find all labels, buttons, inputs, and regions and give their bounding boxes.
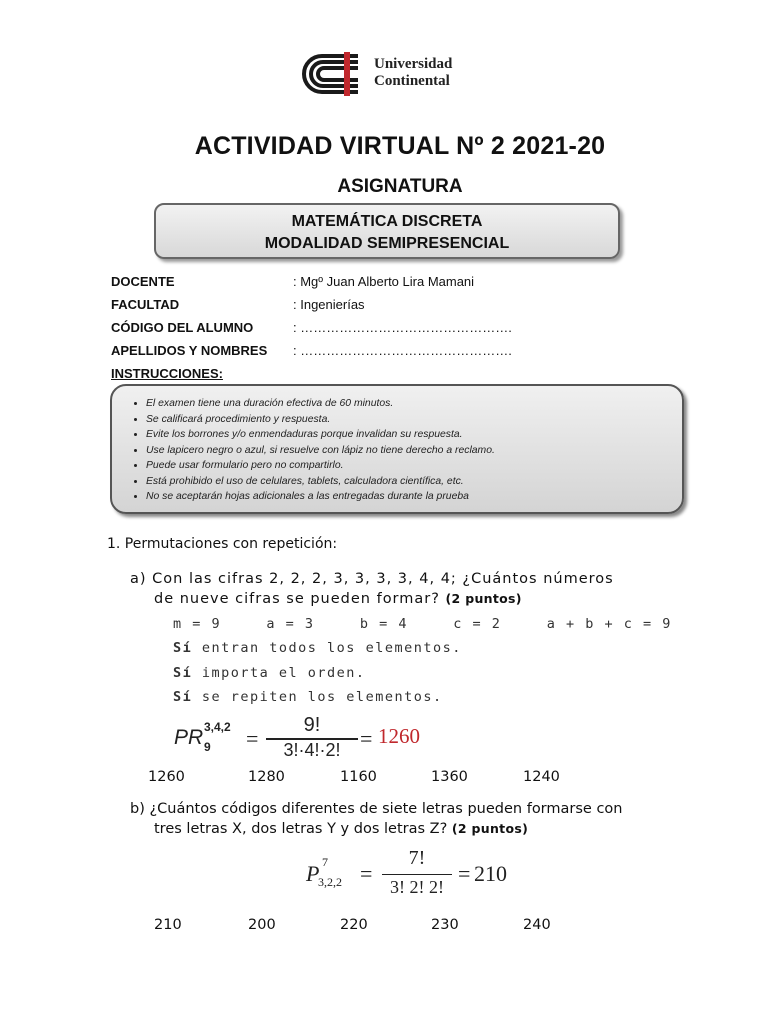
question-1b-line-2-wrap (130, 819, 622, 839)
formula-result: 210 (474, 861, 507, 886)
formula-fraction-bar (382, 874, 452, 875)
solution-bold: Sí (173, 689, 193, 705)
solution-var: b = 4 (359, 616, 408, 632)
info-label: DOCENTE (111, 274, 175, 289)
formula-lhs: P (306, 861, 320, 886)
formula-lhs: PR (174, 726, 204, 749)
solution-bold: Sí (173, 640, 193, 656)
answer-option: 230 (431, 917, 459, 933)
formula-equals: = (360, 726, 373, 751)
formula-denominator: 3! 2! 2! (390, 877, 444, 897)
logo-text (374, 56, 452, 90)
formula-1a (174, 714, 454, 762)
question-1b-line-1: b) ¿Cuántos códigos diferentes de siete letras pueden formarse con (130, 801, 623, 817)
solution-text: se repiten los elementos. (192, 689, 443, 705)
question-1b-points: (2 puntos) (451, 821, 529, 836)
question-1a-line-2-wrap (130, 589, 614, 609)
subject-heading: ASIGNATURA (337, 176, 463, 197)
answer-option: 1240 (523, 769, 560, 785)
solution-text: entran todos los elementos. (192, 640, 462, 656)
info-label: FACULTAD (111, 297, 180, 312)
instructions-label: INSTRUCCIONES: (111, 366, 223, 381)
formula-equals: = (458, 861, 471, 886)
solution-1a-line (173, 689, 443, 705)
instruction-item: • Evite los borrones y/o enmendaduras porque invalidan su respuesta. (146, 427, 682, 443)
formula-numerator: 9! (303, 714, 321, 736)
info-label: CÓDIGO DEL ALUMNO (111, 320, 254, 335)
formula-sup: 7 (322, 855, 328, 869)
answer-option: 1280 (248, 769, 285, 785)
formula-equals: = (360, 861, 373, 886)
info-value: : …………………………………………. (293, 320, 512, 335)
solution-text: importa el orden. (192, 665, 366, 681)
formula-equals: = (246, 726, 259, 751)
answer-option: 220 (340, 917, 368, 933)
info-value: : …………………………………………. (293, 343, 512, 358)
formula-1b (306, 847, 506, 905)
formula-denominator: 3!·4!·2! (283, 740, 341, 760)
solution-1a-line (173, 640, 462, 656)
formula-sub: 3,2,2 (318, 875, 342, 889)
solution-1a-line (173, 665, 366, 681)
formula-numerator: 7! (408, 847, 426, 869)
question-1b-line-2: tres letras X, dos letras Y y dos letras Z? (154, 821, 448, 837)
instruction-item: • Se calificará procedimiento y respuesta. (146, 412, 682, 428)
university-logo-icon (300, 52, 366, 96)
answer-option: 1160 (340, 769, 377, 785)
question-1b (130, 800, 622, 839)
subject-box (154, 203, 620, 259)
formula-result: 1260 (378, 724, 420, 748)
solution-bold: Sí (173, 665, 193, 681)
formula-sub: 9 (204, 740, 211, 754)
info-value: : Mgº Juan Alberto Lira Mamani (293, 274, 475, 289)
solution-var: a + b + c = 9 (546, 616, 672, 632)
instruction-item: • Puede usar formulario pero no compartirlo. (146, 458, 682, 474)
question-1a-line-2: de nueve cifras se pueden formar? (154, 591, 440, 607)
answer-option: 210 (154, 917, 182, 933)
formula-sup: 3,4,2 (204, 720, 231, 734)
question-1-heading: 1. Permutaciones con repetición: (107, 536, 338, 552)
subject-modality: MODALIDAD SEMIPRESENCIAL (264, 235, 510, 252)
page-title: ACTIVIDAD VIRTUAL Nº 2 2021-20 (194, 132, 606, 160)
university-logo (300, 52, 480, 96)
solution-var: m = 9 (173, 616, 222, 632)
logo-line-1: Universidad (374, 56, 453, 72)
instruction-item: • Está prohibido el uso de celulares, tablets, calculadora científica, etc. (146, 474, 682, 490)
subject-name: MATEMÁTICA DISCRETA (291, 213, 483, 230)
question-1a (130, 570, 614, 609)
answer-option: 1360 (431, 769, 468, 785)
info-value: : Ingenierías (293, 297, 365, 312)
instruction-item: • El examen tiene una duración efectiva de 60 minutos. (146, 396, 682, 412)
logo-line-2: Continental (374, 73, 450, 89)
instruction-item: • No se aceptarán hojas adicionales a las entregadas durante la prueba (146, 489, 682, 505)
answer-option: 240 (523, 917, 551, 933)
solution-var: a = 3 (266, 616, 315, 632)
solution-var: c = 2 (453, 616, 502, 632)
answer-option: 200 (248, 917, 276, 933)
info-label: APELLIDOS Y NOMBRES (111, 343, 268, 358)
answer-option: 1260 (148, 769, 185, 785)
instructions-list (112, 386, 682, 505)
solution-1a-vars (173, 616, 672, 632)
question-1a-points: (2 puntos) (445, 591, 522, 606)
instructions-box (110, 384, 684, 514)
instruction-item: • Use lapicero negro o azul, si resuelve con lápiz no tiene derecho a reclamo. (146, 443, 682, 459)
question-1a-line-1: a) Con las cifras 2, 2, 2, 3, 3, 3, 3, 4, 4; ¿Cuántos números (130, 571, 614, 587)
